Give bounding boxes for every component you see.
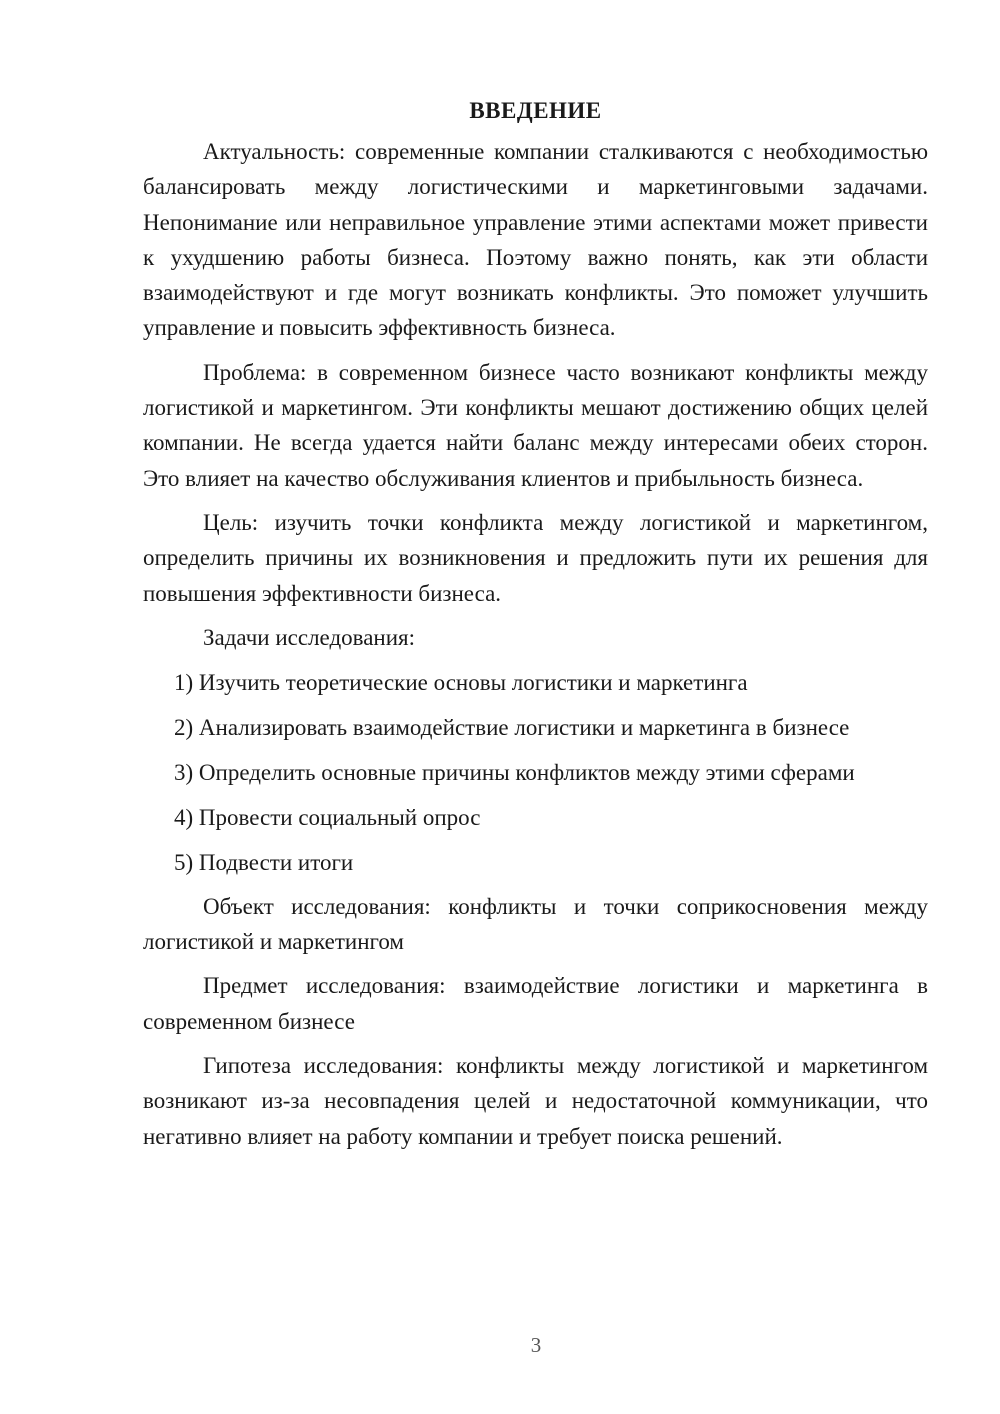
task-item: 3) Определить основные причины конфликтов между этими сферами — [174, 759, 855, 785]
page-title: ВВЕДЕНИЕ — [469, 98, 602, 123]
task-item: 5) Подвести итоги — [174, 849, 354, 875]
tasks-heading: Задачи исследования: — [203, 624, 416, 650]
problem-paragraph: Проблема: в современном бизнесе часто возникают конфликты между логистикой и маркетингом. Эти конфликты мешают достижению общих целей компании. Не всегда удается найти баланс между интересами обеих сторон. Это влияет на качество обслуживания клиентов и прибыльность бизнеса. — [143, 359, 928, 491]
document-page — [143, 96, 928, 1163]
object-paragraph: Объект исследования: конфликты и точки соприкосновения между логистикой и маркетингом — [143, 893, 928, 955]
task-item: 2) Анализировать взаимодействие логистики и маркетинга в бизнесе — [174, 714, 850, 740]
tasks-list — [143, 665, 928, 880]
goal-paragraph: Цель: изучить точки конфликта между логистикой и маркетингом, определить причины их возникновения и предложить пути их решения для повышения эффективности бизнеса. — [143, 509, 928, 606]
hypothesis-paragraph: Гипотеза исследования: конфликты между логистикой и маркетингом возникают из-за несовпадения целей и недостаточной коммуникации, что негативно влияет на работу компании и требует поиска решений. — [143, 1053, 928, 1149]
task-item: 4) Провести социальный опрос — [174, 804, 481, 830]
task-item: 1) Изучить теоретические основы логистики и маркетинга — [174, 669, 748, 695]
page-number: 3 — [530, 1333, 542, 1357]
relevance-paragraph: Актуальность: современные компании сталкиваются с необходимостью балансировать между логистическими и маркетинговыми задачами. Непонимание или неправильное управление этими аспектами может привести к ухудшению работы бизнеса. Поэтому важно понять, как эти области взаимодействуют и где могут возникать конфликты. Это поможет улучшить управление и повысить эффективность бизнеса. — [143, 139, 928, 341]
subject-paragraph: Предмет исследования: взаимодействие логистики и маркетинга в современном бизнесе — [143, 973, 928, 1034]
